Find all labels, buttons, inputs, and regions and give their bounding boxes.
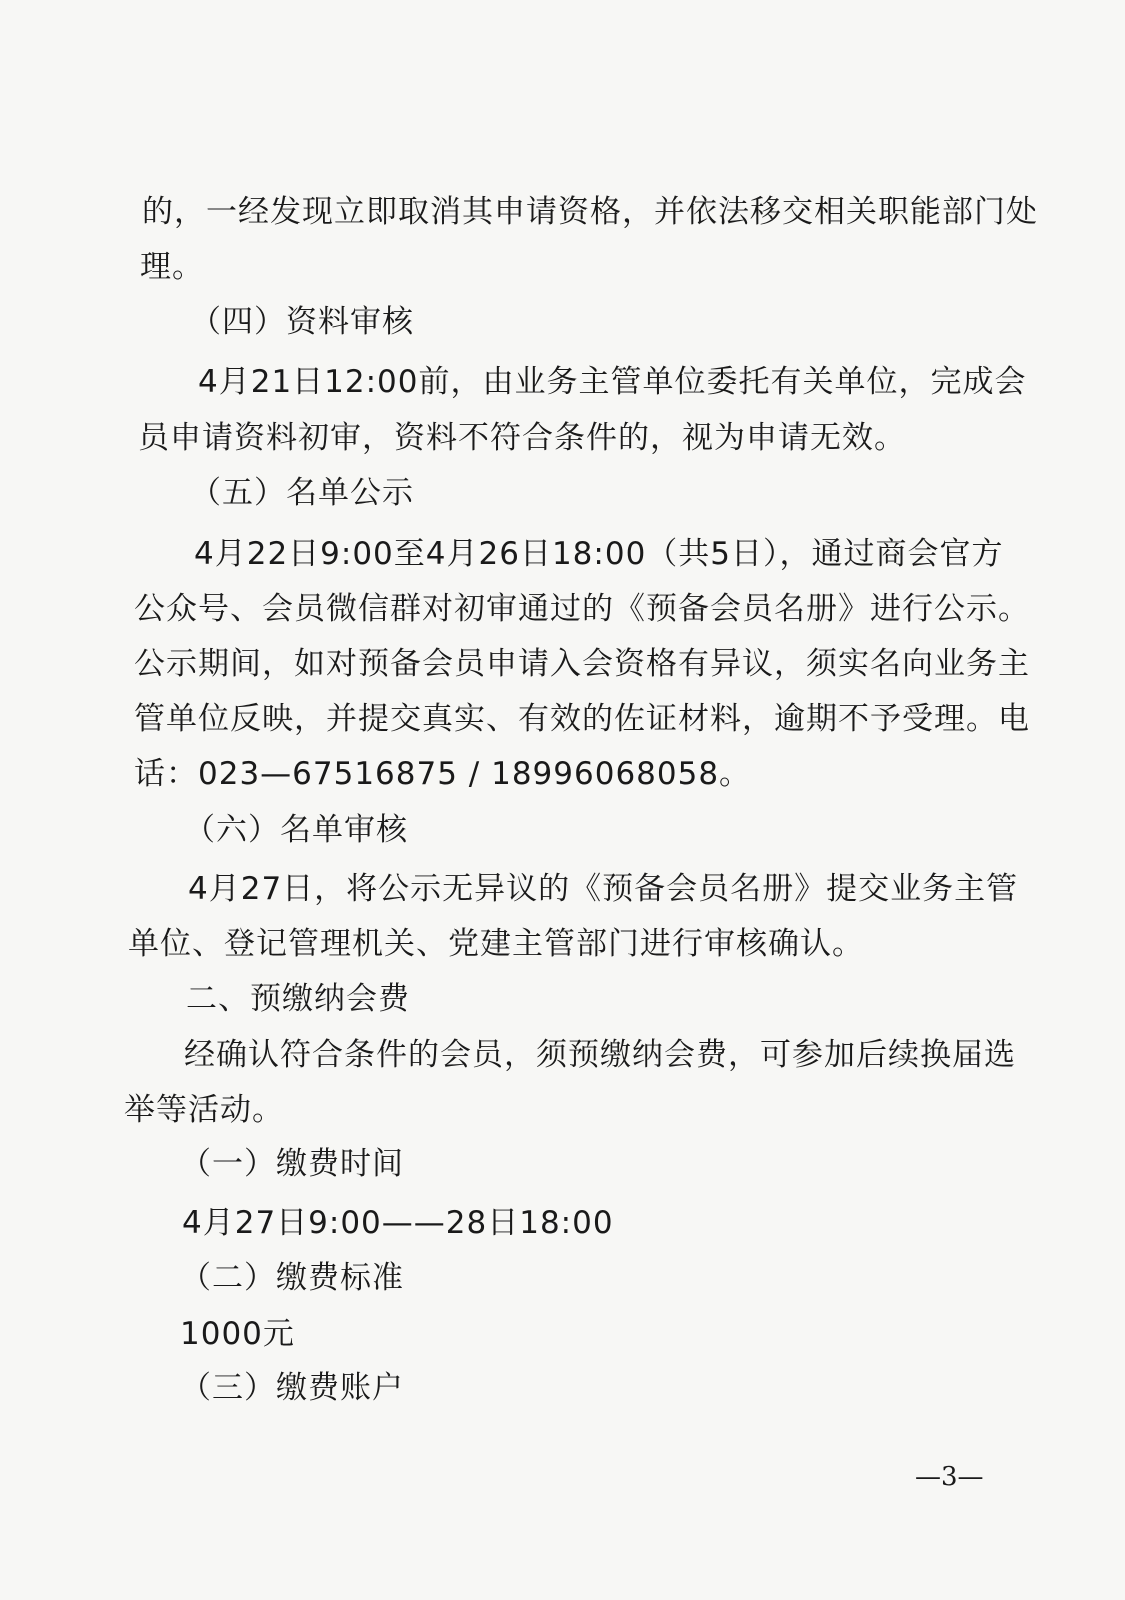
- body-line: 公示期间，如对预备会员申请入会资格有异议，须实名向业务主: [134, 646, 1030, 682]
- body-line: 4月27日9:00——28日18:00: [182, 1205, 614, 1241]
- section-heading: 二、预缴纳会费: [186, 981, 410, 1017]
- body-line: 管单位反映，并提交真实、有效的佐证材料，逾期不予受理。电: [134, 701, 1030, 737]
- body-line: 的，一经发现立即取消其申请资格，并依法移交相关职能部门处: [142, 194, 1038, 230]
- body-line: 4月21日12:00前，由业务主管单位委托有关单位，完成会: [198, 364, 1027, 400]
- body-line: 1000元: [180, 1316, 295, 1352]
- body-line: 话：023—67516875 / 18996068058。: [134, 756, 752, 792]
- section-heading: （二）缴费标准: [180, 1260, 404, 1296]
- section-heading: （四）资料审核: [190, 304, 414, 340]
- body-line: 员申请资料初审，资料不符合条件的，视为申请无效。: [138, 420, 906, 456]
- body-line: 理。: [140, 249, 204, 285]
- body-line: 经确认符合条件的会员，须预缴纳会费，可参加后续换届选: [184, 1037, 1016, 1073]
- section-heading: （五）名单公示: [190, 475, 414, 511]
- body-line: 举等活动。: [124, 1092, 284, 1128]
- body-line: 4月22日9:00至4月26日18:00（共5日），通过商会官方: [194, 536, 1004, 572]
- section-heading: （一）缴费时间: [180, 1146, 404, 1182]
- section-heading: （六）名单审核: [184, 812, 408, 848]
- body-line: 4月27日，将公示无异议的《预备会员名册》提交业务主管: [188, 871, 1019, 907]
- body-line: 公众号、会员微信群对初审通过的《预备会员名册》进行公示。: [134, 591, 1030, 627]
- body-line: 单位、登记管理机关、党建主管部门进行审核确认。: [128, 926, 864, 962]
- section-heading: （三）缴费账户: [180, 1370, 404, 1406]
- page-number: —3—: [915, 1462, 984, 1492]
